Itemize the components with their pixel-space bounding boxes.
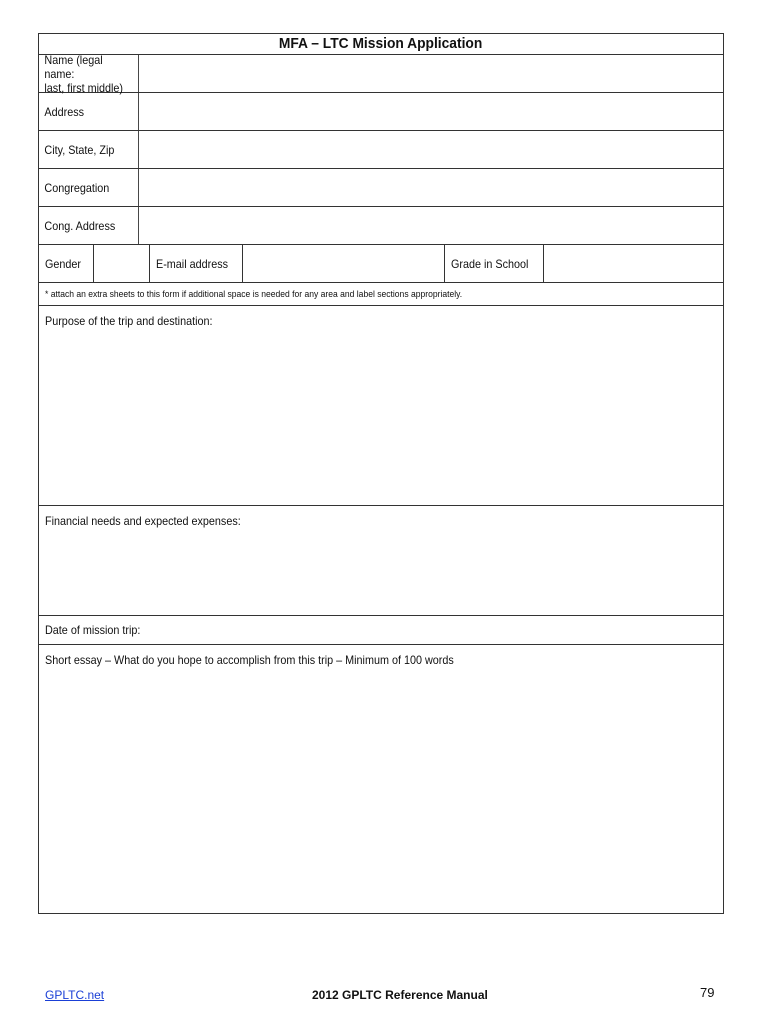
cong-address-row [39,207,723,245]
city-state-zip-field[interactable] [150,131,723,168]
date-row [39,616,723,645]
city-row [39,131,723,169]
name-row [39,52,723,95]
extra-sheets-note: * attach an extra sheets to this form if additional space is needed for any area and label sections appropriately. [45,289,463,299]
purpose-row [39,306,723,506]
address-row [39,93,723,131]
purpose-label: Purpose of the trip and destination: [45,314,213,328]
name-label-line1: Name (legal name: [44,52,103,81]
date-field[interactable] [39,616,723,644]
form-title-row [39,34,723,55]
financial-label: Financial needs and expected expenses: [45,514,241,528]
congregation-label: Congregation [39,169,139,206]
gender-field[interactable] [94,245,150,282]
address-field[interactable] [150,93,723,130]
manual-title: 2012 GPLTC Reference Manual [312,988,488,1002]
purpose-field[interactable] [39,306,723,505]
gender-label: Gender [39,245,94,282]
email-label: E-mail address [150,245,243,282]
page-number: 79 [700,985,715,1000]
grade-field[interactable] [544,245,723,282]
city-state-zip-label: City, State, Zip [39,131,139,168]
congregation-row [39,169,723,207]
gender-email-grade-row [39,245,723,283]
cong-address-field[interactable] [150,207,723,244]
essay-row [39,645,723,913]
address-label: Address [39,93,139,130]
name-field[interactable] [150,55,723,92]
gpltc-link[interactable]: GPLTC.net [45,988,105,1002]
email-field[interactable] [243,245,445,282]
financial-field[interactable] [39,506,723,615]
name-label-line2: last, first middle) [44,80,124,95]
cong-address-label: Cong. Address [39,207,139,244]
grade-label: Grade in School [445,245,544,282]
form-title: MFA – LTC Mission Application [279,35,483,52]
essay-field[interactable] [39,645,723,913]
date-label: Date of mission trip: [45,623,141,637]
name-label [39,52,139,95]
congregation-field[interactable] [150,169,723,206]
financial-row [39,506,723,616]
essay-label: Short essay – What do you hope to accomplish from this trip – Minimum of 100 words [45,653,454,667]
page-footer [0,983,770,1007]
note-row [39,283,723,306]
mission-application-form [38,33,724,914]
